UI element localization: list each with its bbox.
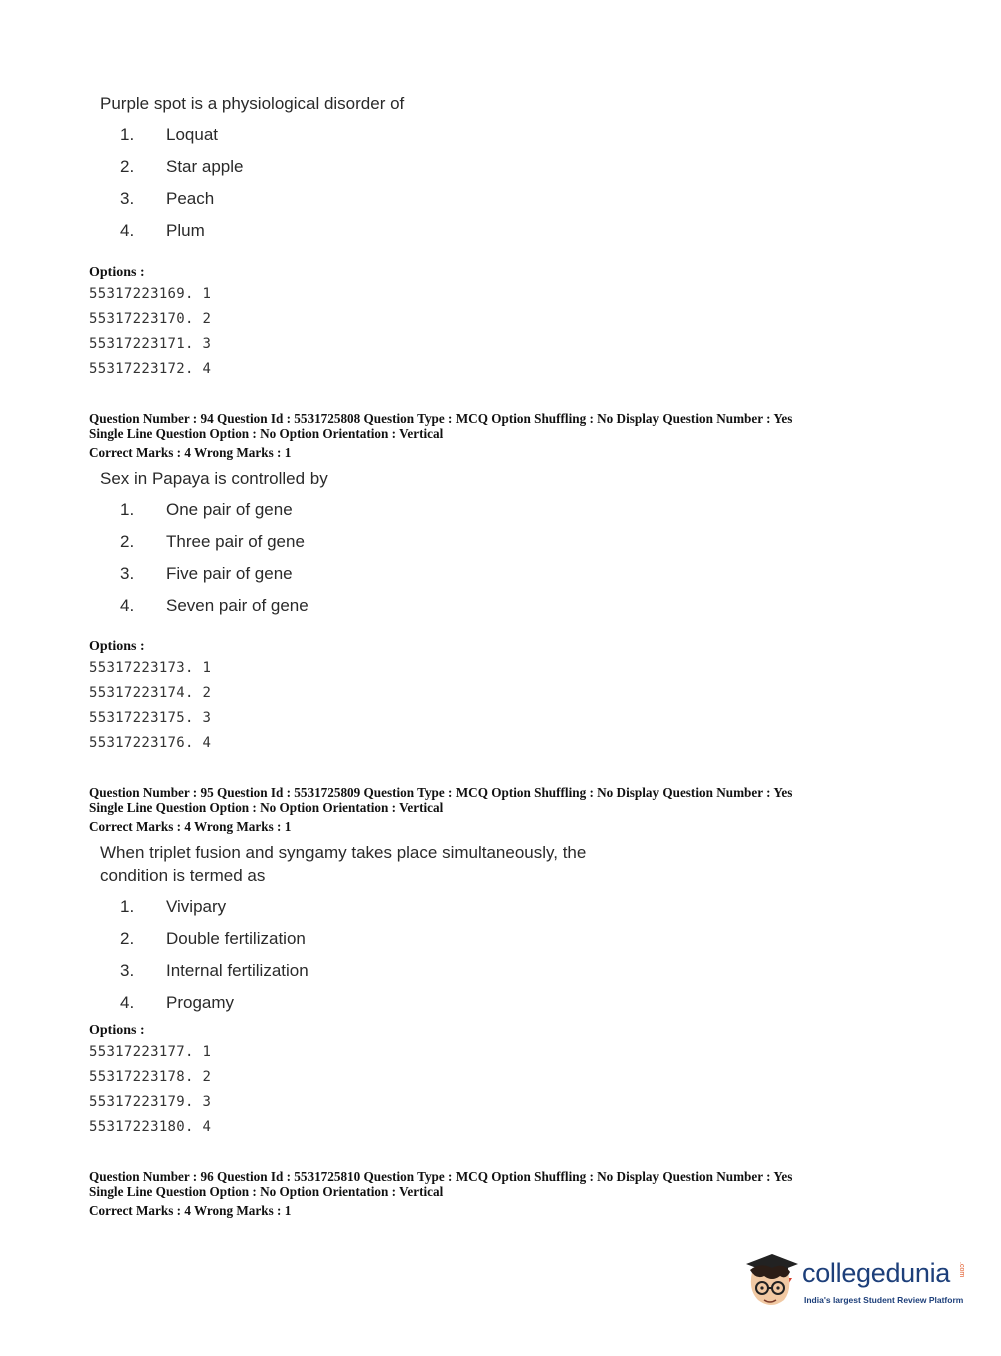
- choice-number: 2.: [120, 929, 135, 948]
- options-label: Options :: [89, 639, 145, 654]
- choice-number: 2.: [120, 157, 135, 176]
- option-id-line: 55317223170. 2: [89, 311, 212, 327]
- choice-number: 1.: [120, 500, 135, 519]
- question-meta-line: Question Number : 96 Question Id : 5531725810 Question Type : MCQ Option Shuffling : No Display Question Number : Yes: [89, 1169, 793, 1184]
- option-id-line: 55317223179. 3: [89, 1094, 212, 1110]
- marks-line: Correct Marks : 4 Wrong Marks : 1: [89, 819, 292, 834]
- choice-text: Vivipary: [166, 897, 227, 916]
- question-text-93: Purple spot is a physiological disorder of: [100, 94, 405, 113]
- question-meta-line: Question Number : 95 Question Id : 5531725809 Question Type : MCQ Option Shuffling : No Display Question Number : Yes: [89, 785, 793, 800]
- marks-line: Correct Marks : 4 Wrong Marks : 1: [89, 445, 292, 460]
- option-id-line: 55317223176. 4: [89, 735, 212, 751]
- choice-number: 4.: [120, 993, 135, 1012]
- choice-number: 2.: [120, 532, 135, 551]
- logo-tagline: India's largest Student Review Platform: [804, 1295, 964, 1305]
- choice-text: Three pair of gene: [166, 532, 305, 551]
- option-id-line: 55317223173. 1: [89, 660, 212, 676]
- option-id-line: 55317223174. 2: [89, 685, 212, 701]
- question-meta-line: Question Number : 94 Question Id : 5531725808 Question Type : MCQ Option Shuffling : No Display Question Number : Yes: [89, 411, 793, 426]
- choice-text: Internal fertilization: [166, 961, 309, 980]
- question-meta-line: Single Line Question Option : No Option Orientation : Vertical: [89, 1184, 444, 1199]
- choice-text: Plum: [166, 221, 205, 240]
- option-id-line: 55317223175. 3: [89, 710, 212, 726]
- question-meta-line: Single Line Question Option : No Option Orientation : Vertical: [89, 800, 444, 815]
- choice-number: 4.: [120, 221, 135, 240]
- choice-text: Double fertilization: [166, 929, 306, 948]
- question-text-95: When triplet fusion and syngamy takes place simultaneously, the: [100, 843, 587, 862]
- choice-text: Peach: [166, 189, 215, 208]
- choice-text: Star apple: [166, 157, 244, 176]
- choice-text: Progamy: [166, 993, 235, 1012]
- option-id-line: 55317223177. 1: [89, 1044, 212, 1060]
- choice-number: 1.: [120, 897, 135, 916]
- choice-number: 3.: [120, 189, 135, 208]
- question-text-94: Sex in Papaya is controlled by: [100, 469, 328, 488]
- marks-line: Correct Marks : 4 Wrong Marks : 1: [89, 1203, 292, 1218]
- choice-text: Loquat: [166, 125, 218, 144]
- choice-number: 4.: [120, 596, 135, 615]
- choice-number: 1.: [120, 125, 135, 144]
- option-id-line: 55317223180. 4: [89, 1119, 212, 1135]
- choice-text: One pair of gene: [166, 500, 293, 519]
- question-meta-line: Single Line Question Option : No Option Orientation : Vertical: [89, 426, 444, 441]
- options-label: Options :: [89, 1023, 145, 1038]
- option-id-line: 55317223178. 2: [89, 1069, 212, 1085]
- choice-text: Five pair of gene: [166, 564, 293, 583]
- logo-wordmark: collegedunia: [802, 1258, 951, 1288]
- option-id-line: 55317223171. 3: [89, 336, 212, 352]
- option-id-line: 55317223169. 1: [89, 286, 212, 302]
- choice-text: Seven pair of gene: [166, 596, 309, 615]
- option-id-line: 55317223172. 4: [89, 361, 212, 377]
- choice-number: 3.: [120, 961, 135, 980]
- question-text-95-cont: condition is termed as: [100, 866, 266, 885]
- options-label: Options :: [89, 265, 145, 280]
- collegedunia-logo[interactable]: [742, 1250, 972, 1312]
- student-mascot-icon: [742, 1250, 800, 1312]
- choice-number: 3.: [120, 564, 135, 583]
- logo-domain-suffix: .com: [958, 1262, 965, 1278]
